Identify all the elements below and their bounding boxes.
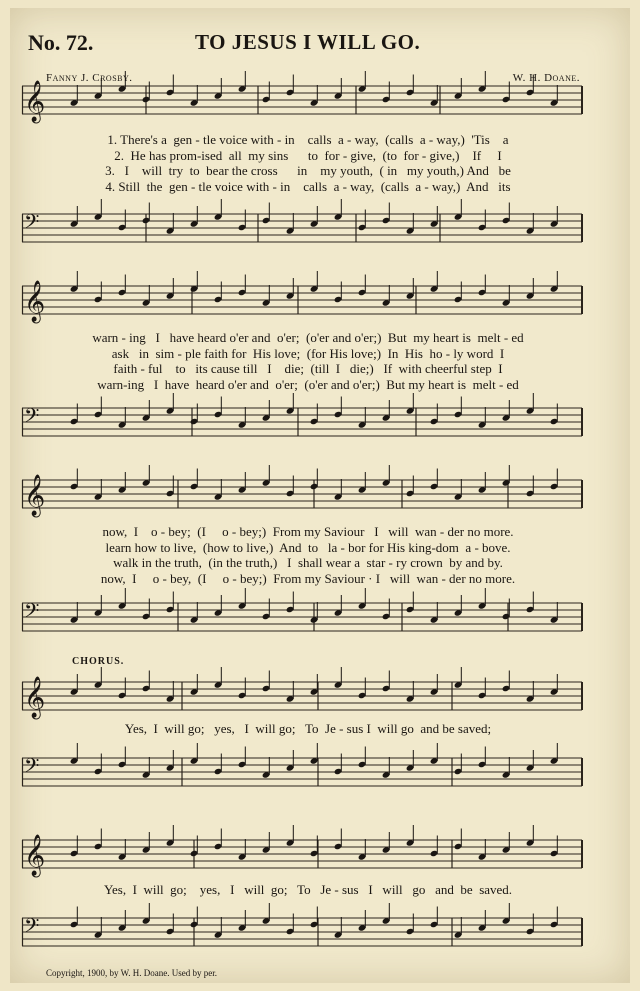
lyric-verse-4: now, I o - bey, (I o - bey;) From my Saviour · I will wan - der no more. bbox=[100, 570, 516, 586]
treble-staff bbox=[22, 276, 582, 326]
lyric-verse-2: ask in sim - ple faith for His love; (for His love;) In His ho - ly word I bbox=[111, 345, 505, 361]
copyright-notice: Copyright, 1900, by W. H. Doane. Used by per. bbox=[46, 968, 217, 978]
bass-clef-icon: 𝄢 bbox=[24, 599, 40, 627]
lyric-verse-1: 1. There's a gen - tle voice with - in calls a - way, (calls a - way,) 'Tis a bbox=[107, 132, 509, 147]
lyric-verse-1: warn - ing I have heard o'er and o'er; (o'er and o'er;) But my heart is melt - ed bbox=[92, 330, 524, 345]
lyric-verse-4: 4. Still the gen - tle voice with - in calls a - way, (calls a - way,) And its bbox=[105, 178, 511, 194]
bass-staff bbox=[22, 593, 582, 643]
treble-clef-icon: 𝄞 bbox=[24, 677, 46, 718]
bass-staff bbox=[22, 908, 582, 958]
bass-clef-icon: 𝄢 bbox=[24, 754, 40, 782]
lyric-verse-2: 2. He has prom-ised all my sins to for - give, (to for - give,) If I bbox=[114, 147, 502, 163]
bass-staff bbox=[22, 398, 582, 448]
hymn-page bbox=[10, 8, 630, 983]
treble-staff bbox=[22, 76, 582, 126]
treble-staff bbox=[22, 830, 582, 880]
lyrics-block bbox=[28, 330, 588, 392]
lyric-verse-1: now, I o - bey; (I o - bey;) From my Saviour I will wan - der no more. bbox=[102, 524, 514, 539]
chorus-lyric-line-1: Yes, I will go; yes, I will go; To Je - sus I will go and be saved; bbox=[124, 721, 492, 736]
treble-staff bbox=[22, 470, 582, 520]
chorus-lyric-line-2: Yes, I will go; yes, I will go; To Je - sus I will go and be saved. bbox=[103, 882, 513, 897]
lyrics-block bbox=[28, 132, 588, 194]
lyric-verse-3: walk in the truth, (in the truth,) I shall wear a star - ry crown by and by. bbox=[113, 555, 503, 570]
chorus-label: CHORUS. bbox=[72, 656, 125, 667]
lyric-verse-4: warn-ing I have heard o'er and o'er; (o'er and o'er;) But my heart is melt - ed bbox=[97, 376, 519, 392]
lyric-verse-2: learn how to live, (how to live,) And to la - bor for His king-dom a - bove. bbox=[105, 539, 511, 555]
lyric-verse-3: 3. I will try to bear the cross in my youth, ( in my youth,) And be bbox=[105, 163, 511, 178]
bass-staff bbox=[22, 748, 582, 798]
bass-clef-icon: 𝄢 bbox=[24, 404, 40, 432]
hymn-title: TO JESUS I WILL GO. bbox=[195, 30, 421, 54]
hymn-number: No. 72. bbox=[28, 30, 94, 55]
composer-credit: W. H. Doane. bbox=[512, 72, 580, 84]
treble-staff bbox=[22, 672, 582, 722]
treble-clef-icon: 𝄞 bbox=[24, 281, 46, 322]
bass-staff bbox=[22, 204, 582, 254]
hymn-header bbox=[10, 26, 630, 84]
treble-clef-icon: 𝄞 bbox=[24, 81, 46, 122]
bass-clef-icon: 𝄢 bbox=[24, 210, 40, 238]
lyrics-block bbox=[28, 524, 588, 586]
lyricist-credit: Fanny J. Crosby. bbox=[46, 72, 133, 84]
bass-clef-icon: 𝄢 bbox=[24, 914, 40, 942]
treble-clef-icon: 𝄞 bbox=[24, 835, 46, 876]
treble-clef-icon: 𝄞 bbox=[24, 475, 46, 516]
lyric-verse-3: faith - ful to its cause till I die; (till I die;) If with cheerful step I bbox=[113, 361, 503, 376]
